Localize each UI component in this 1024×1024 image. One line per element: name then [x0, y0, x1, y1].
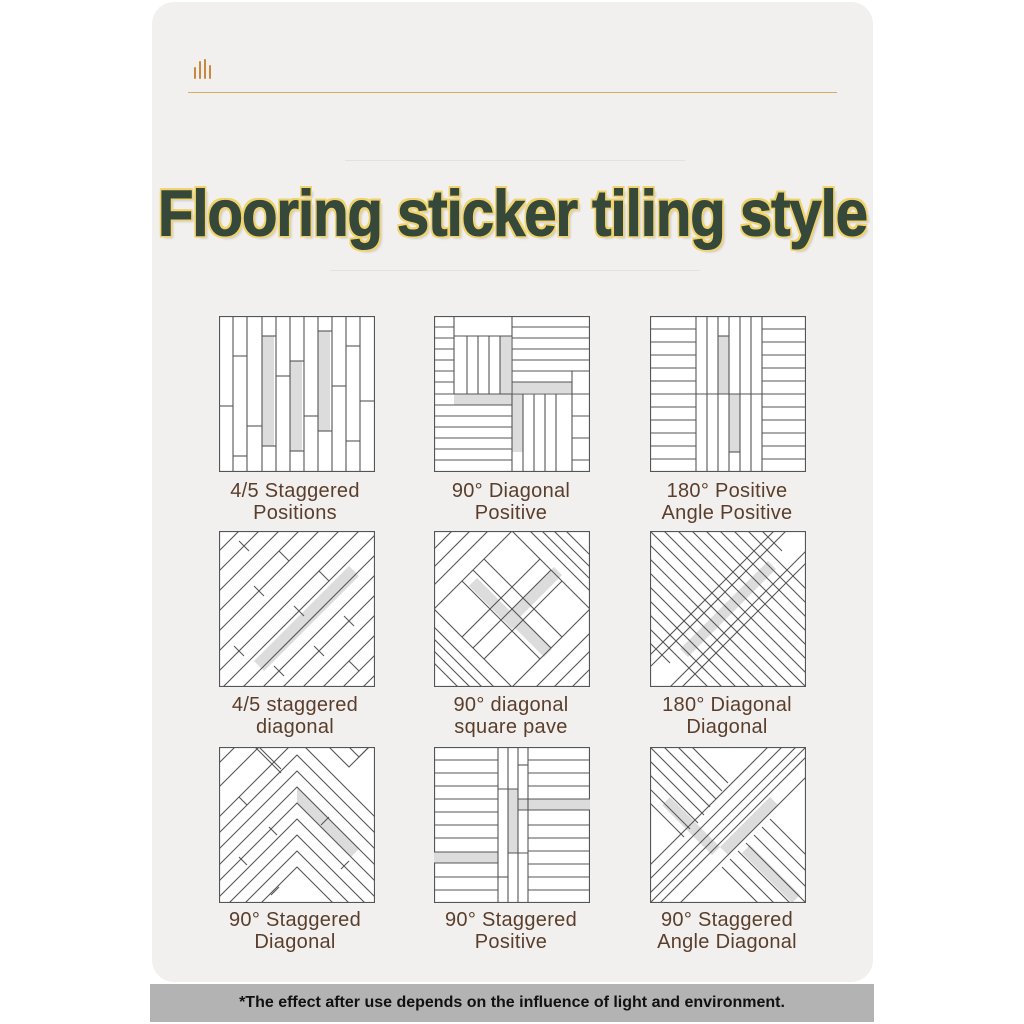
pattern-tile-staggered-diagonal: [219, 531, 375, 687]
caption-line-2: Diagonal: [686, 716, 768, 738]
caption-line-1: 90° diagonal: [453, 694, 569, 716]
caption-line-1: 4/5 staggered: [231, 694, 359, 716]
footer-disclaimer-band: [150, 984, 874, 1022]
caption-line-2: Positive: [474, 502, 548, 524]
page-title: Flooring sticker tiling style: [157, 177, 868, 250]
caption-line-1: 180° Positive: [666, 480, 788, 502]
pattern-caption: [190, 909, 400, 953]
decorative-line: [345, 160, 685, 161]
caption-line-2: Angle Positive: [661, 502, 793, 524]
header-divider: [188, 92, 837, 93]
pattern-tile-180-diagonal: [650, 531, 806, 687]
pattern-tile-90-staggered-angle-diagonal: [650, 747, 806, 903]
caption-line-1: 4/5 Staggered: [230, 480, 360, 502]
pattern-caption: [190, 694, 400, 738]
pattern-caption: [622, 694, 832, 738]
pattern-caption: [190, 480, 400, 524]
caption-line-1: 90° Staggered: [661, 909, 793, 931]
caption-line-2: Diagonal: [254, 931, 336, 953]
caption-line-1: 90° Staggered: [229, 909, 361, 931]
footer-disclaimer-text: *The effect after use depends on the influence of light and environment.: [239, 994, 785, 1011]
caption-line-2: Angle Diagonal: [657, 931, 797, 953]
pattern-caption: [406, 480, 616, 524]
pattern-tile-90-staggered-positive: [434, 747, 590, 903]
decorative-line: [330, 270, 700, 271]
caption-line-1: 180° Diagonal: [662, 694, 792, 716]
pattern-caption: [406, 694, 616, 738]
caption-line-2: Positions: [253, 502, 337, 524]
pattern-tile-180-positive-angle: [650, 316, 806, 472]
caption-line-1: 90° Staggered: [445, 909, 577, 931]
pattern-caption: [406, 909, 616, 953]
caption-line-2: Positive: [474, 931, 548, 953]
pattern-tile-staggered-positions: [219, 316, 375, 472]
caption-line-1: 90° Diagonal: [451, 480, 571, 502]
pattern-tile-herringbone-diagonal: [219, 747, 375, 903]
pattern-tile-90-diagonal-positive: [434, 316, 590, 472]
brand-mark-icon: [194, 57, 218, 79]
pattern-caption: [622, 909, 832, 953]
caption-line-2: diagonal: [255, 716, 335, 738]
pattern-tile-diagonal-square-pave: [434, 531, 590, 687]
pattern-caption: [622, 480, 832, 524]
caption-line-2: square pave: [454, 716, 568, 738]
